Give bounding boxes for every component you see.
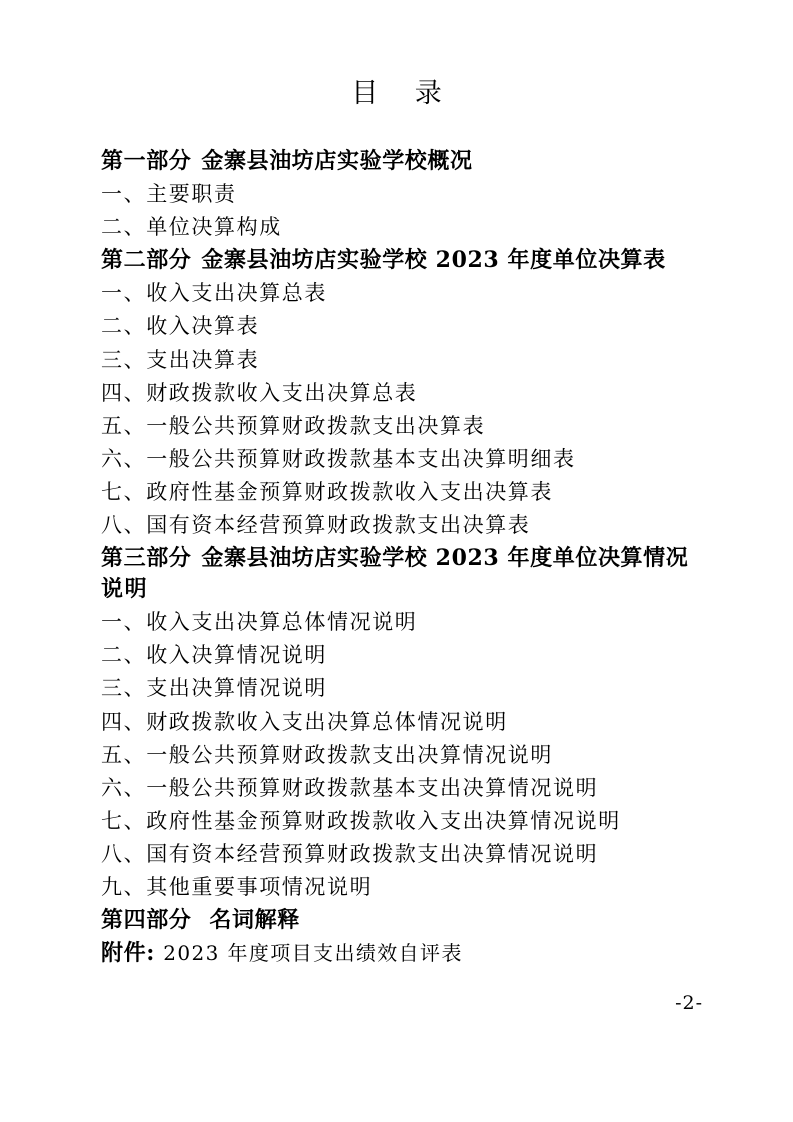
part-label: 第二部分: [101, 247, 192, 274]
toc-item[interactable]: 三、支出决算表: [101, 347, 260, 372]
toc-item[interactable]: 二、收入决算表: [101, 314, 260, 339]
page-number: -2-: [675, 992, 703, 1014]
toc-item[interactable]: 七、政府性基金预算财政拨款收入支出决算表: [101, 479, 553, 504]
part-label: 第一部分: [101, 148, 192, 174]
part-3-heading[interactable]: [101, 542, 721, 573]
toc-item[interactable]: 八、国有资本经营预算财政拨款支出决算表: [101, 513, 531, 538]
attachment-label: 附件:: [101, 940, 155, 967]
toc-item[interactable]: 六、一般公共预算财政拨款基本支出决算明细表: [101, 446, 576, 471]
part-2-heading[interactable]: [101, 244, 721, 277]
part-label: 第三部分: [101, 545, 192, 572]
part-3-heading-continued[interactable]: 说明: [101, 576, 149, 603]
part-4-heading[interactable]: [101, 904, 721, 937]
toc-item[interactable]: 五、一般公共预算财政拨款支出决算情况说明: [101, 742, 553, 767]
toc-item[interactable]: 三、支出决算情况说明: [101, 676, 327, 701]
toc-item[interactable]: 二、收入决算情况说明: [101, 643, 327, 668]
toc-item[interactable]: 九、其他重要事项情况说明: [101, 874, 373, 899]
toc-title: 目 录: [351, 78, 456, 109]
attachment-line[interactable]: [101, 937, 721, 970]
attachment-text: 2023 年度项目支出绩效自评表: [163, 941, 463, 966]
toc-item[interactable]: 八、国有资本经营预算财政拨款支出决算情况说明: [101, 841, 599, 866]
table-of-contents: [101, 145, 721, 970]
toc-item[interactable]: 一、主要职责: [101, 182, 237, 207]
toc-item[interactable]: 四、财政拨款收入支出决算总体情况说明: [101, 709, 508, 734]
part-name: 金寨县油坊店实验学校概况: [201, 148, 473, 174]
toc-item[interactable]: 一、收入支出决算总表: [101, 281, 327, 306]
toc-item[interactable]: 五、一般公共预算财政拨款支出决算表: [101, 413, 486, 438]
part-label: 第四部分: [101, 907, 192, 934]
part-1-heading[interactable]: [101, 145, 721, 178]
part-name: 名词解释: [209, 907, 300, 934]
part-name: 金寨县油坊店实验学校 2023 年度单位决算表: [201, 247, 666, 274]
part-name: 金寨县油坊店实验学校 2023 年度单位决算情况: [201, 545, 689, 572]
toc-item[interactable]: 六、一般公共预算财政拨款基本支出决算情况说明: [101, 775, 599, 800]
toc-item[interactable]: 二、单位决算构成: [101, 215, 282, 240]
toc-item[interactable]: 一、收入支出决算总体情况说明: [101, 610, 418, 635]
toc-item[interactable]: 四、财政拨款收入支出决算总表: [101, 380, 418, 405]
toc-item[interactable]: 七、政府性基金预算财政拨款收入支出决算情况说明: [101, 808, 621, 833]
